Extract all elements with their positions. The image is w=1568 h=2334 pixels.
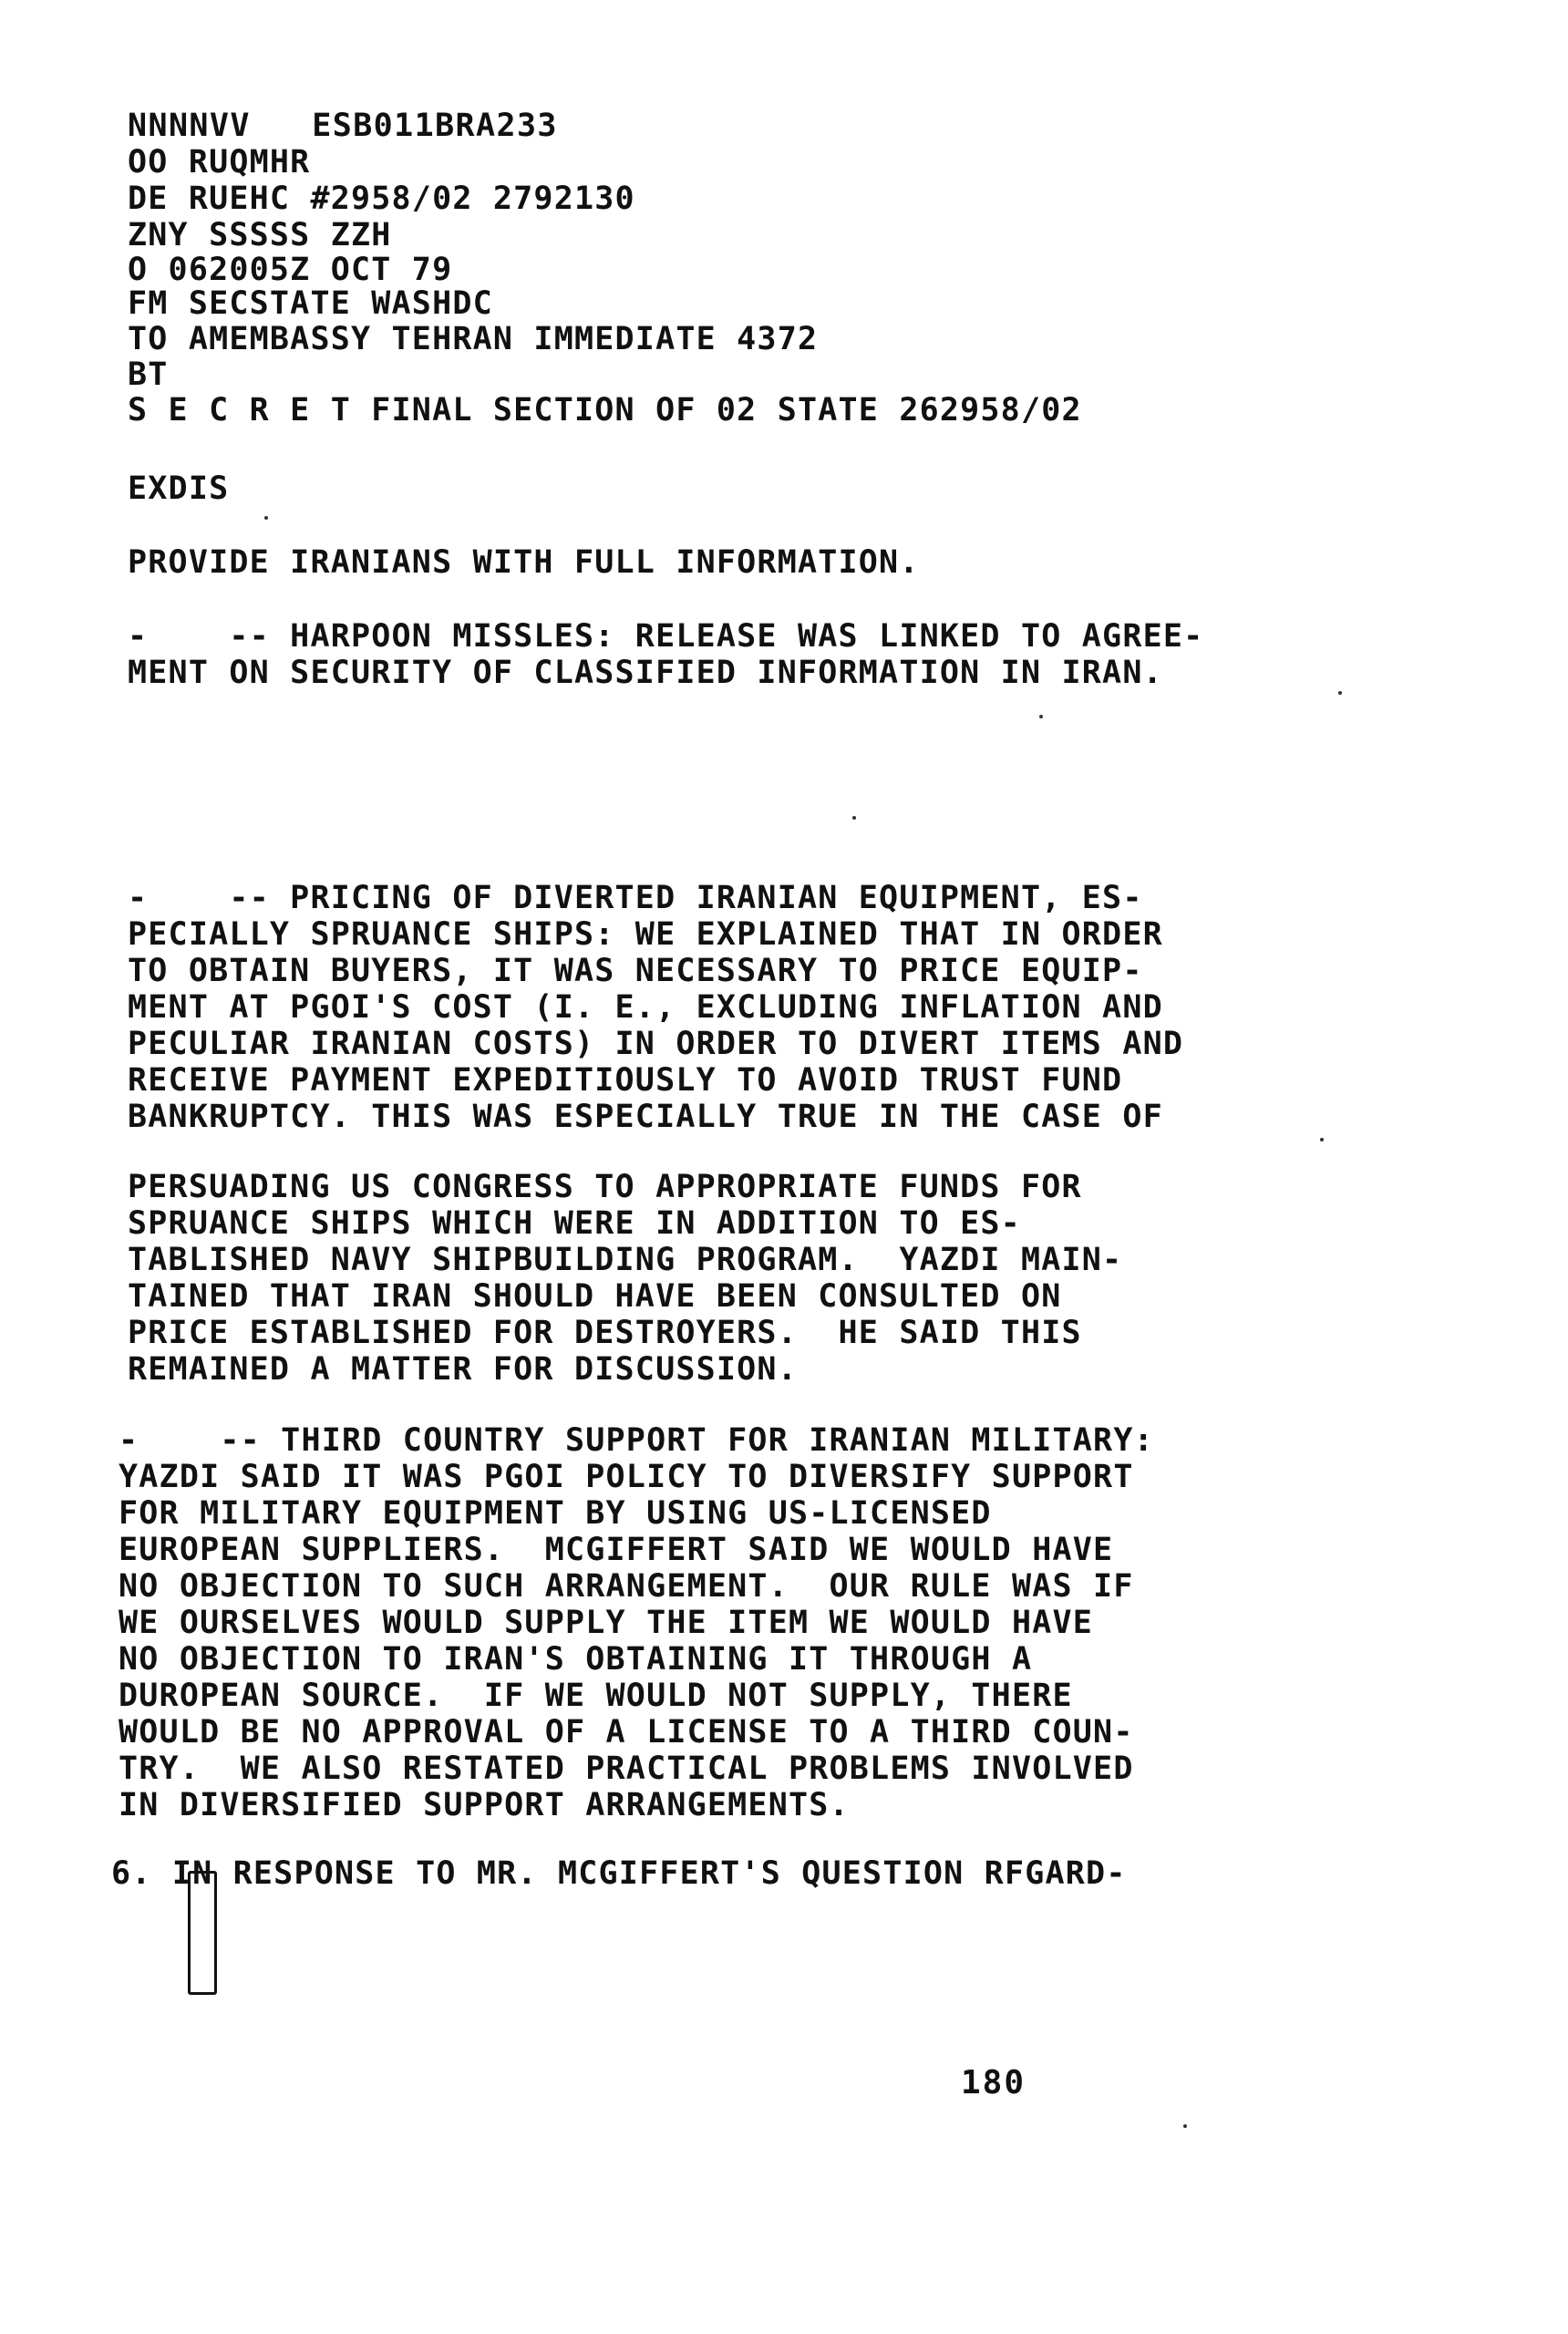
header-line: OO RUQMHR [128,144,311,181]
cable-header [128,108,1082,429]
third-country-paragraph [119,1422,1154,1823]
speck-mark [1039,715,1043,718]
third-country-line: IN DIVERSIFIED SUPPORT ARRANGEMENTS. [119,1787,850,1823]
pricing-line: RECEIVE PAYMENT EXPEDITIOUSLY TO AVOID TRUST FUND [128,1062,1123,1099]
header-line: O 062005Z OCT 79 [128,252,453,288]
page-number: 180 [961,2064,1026,2102]
speck-mark [852,816,856,820]
harpoon-line: - -- HARPOON MISSLES: RELEASE WAS LINKED TO AGREE- [128,618,1204,655]
exdis-label: EXDIS [128,470,230,507]
speck-mark [1183,2124,1187,2128]
intro-paragraph: PROVIDE IRANIANS WITH FULL INFORMATION. [128,544,920,581]
header-line: DE RUEHC #2958/02 2792130 [128,181,635,217]
third-country-line: TRY. WE ALSO RESTATED PRACTICAL PROBLEMS INVOLVED [119,1750,1134,1787]
pricing-line: BANKRUPTCY. THIS WAS ESPECIALLY TRUE IN THE CASE OF [128,1099,1163,1135]
paragraph-six: 6. IN RESPONSE TO MR. MCGIFFERT'S QUESTION RFGARD- [111,1855,1127,1892]
speck-mark [1320,1138,1324,1141]
third-country-line: WOULD BE NO APPROVAL OF A LICENSE TO A THIRD COUN- [119,1714,1134,1750]
pricing-line: MENT AT PGOI'S COST (I. E., EXCLUDING INFLATION AND [128,989,1163,1026]
third-country-line: WE OURSELVES WOULD SUPPLY THE ITEM WE WOULD HAVE [119,1605,1094,1641]
header-line: NNNNVV ESB011BRA233 [128,108,558,144]
persuading-paragraph [128,1169,1122,1388]
speck-mark [264,516,268,520]
header-line: BT [128,356,169,393]
speck-mark [1338,691,1342,695]
pricing-paragraph [128,880,1183,1135]
third-country-line: FOR MILITARY EQUIPMENT BY USING US-LICENSED [119,1495,992,1532]
third-country-line: NO OBJECTION TO IRAN'S OBTAINING IT THROUGH A [119,1641,1033,1678]
pricing-line: - -- PRICING OF DIVERTED IRANIAN EQUIPMENT, ES- [128,880,1143,916]
persuading-line: PRICE ESTABLISHED FOR DESTROYERS. HE SAID THIS [128,1315,1082,1351]
redaction-box [188,1871,217,1995]
persuading-line: SPRUANCE SHIPS WHICH WERE IN ADDITION TO ES- [128,1205,1021,1242]
header-line: TO AMEMBASSY TEHRAN IMMEDIATE 4372 [128,321,819,357]
third-country-line: DUROPEAN SOURCE. IF WE WOULD NOT SUPPLY, THERE [119,1678,1073,1714]
pricing-line: PECIALLY SPRUANCE SHIPS: WE EXPLAINED THAT IN ORDER [128,916,1163,953]
pricing-line: TO OBTAIN BUYERS, IT WAS NECESSARY TO PRICE EQUIP- [128,953,1143,989]
classification-line: S E C R E T FINAL SECTION OF 02 STATE 262958/02 [128,392,1082,429]
header-line: FM SECSTATE WASHDC [128,285,493,322]
persuading-line: TAINED THAT IRAN SHOULD HAVE BEEN CONSULTED ON [128,1278,1062,1315]
third-country-line: NO OBJECTION TO SUCH ARRANGEMENT. OUR RULE WAS IF [119,1568,1134,1605]
persuading-line: PERSUADING US CONGRESS TO APPROPRIATE FUNDS FOR [128,1169,1082,1205]
header-line: ZNY SSSSS ZZH [128,217,392,253]
third-country-line: YAZDI SAID IT WAS PGOI POLICY TO DIVERSIFY SUPPORT [119,1459,1134,1495]
pricing-line: PECULIAR IRANIAN COSTS) IN ORDER TO DIVERT ITEMS AND [128,1026,1184,1062]
third-country-line: - -- THIRD COUNTRY SUPPORT FOR IRANIAN MILITARY: [119,1422,1154,1459]
harpoon-line: MENT ON SECURITY OF CLASSIFIED INFORMATION IN IRAN. [128,655,1163,691]
third-country-line: EUROPEAN SUPPLIERS. MCGIFFERT SAID WE WOULD HAVE [119,1532,1114,1568]
harpoon-paragraph [128,618,1203,691]
persuading-line: TABLISHED NAVY SHIPBUILDING PROGRAM. YAZDI MAIN- [128,1242,1123,1278]
persuading-line: REMAINED A MATTER FOR DISCUSSION. [128,1351,798,1388]
